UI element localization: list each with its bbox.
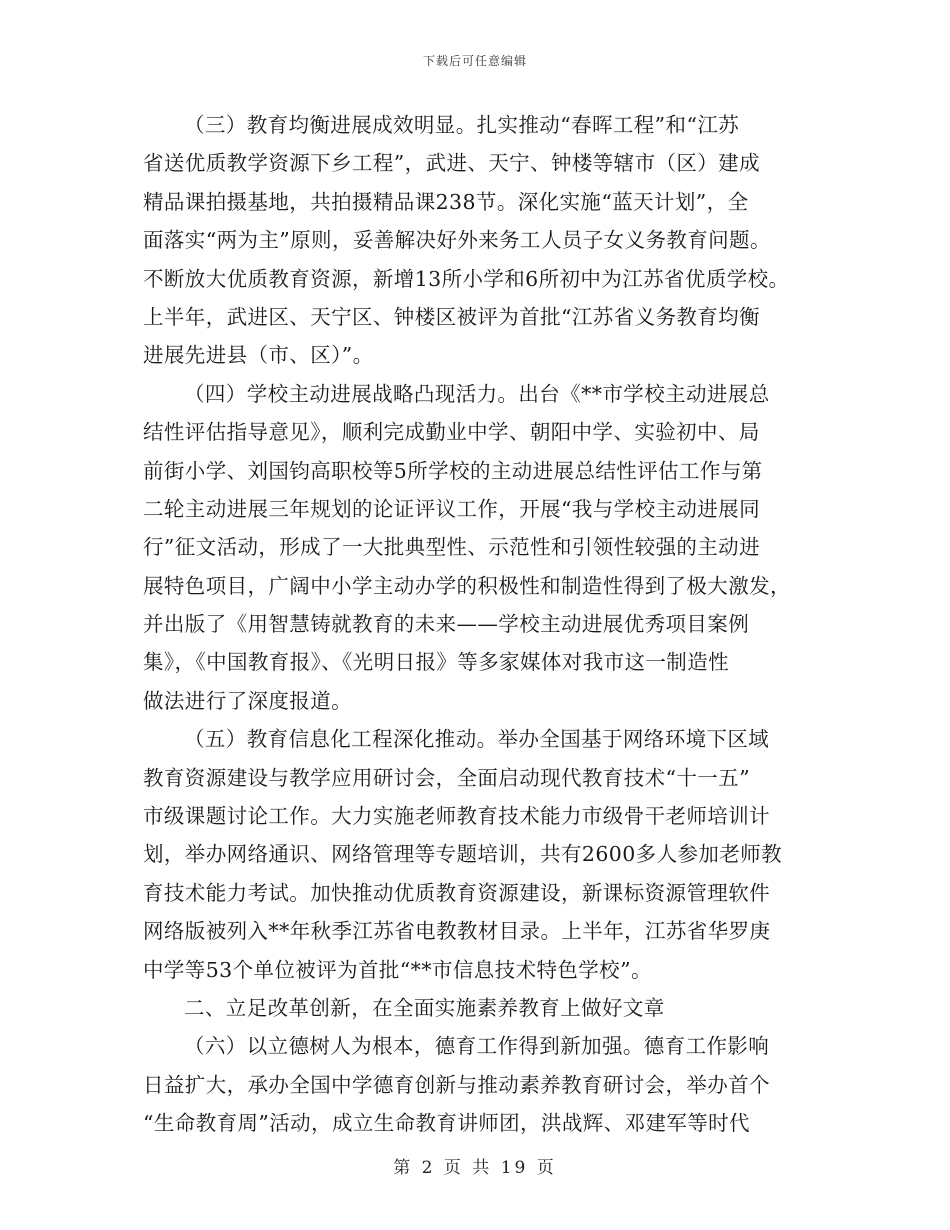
text-line: “生命教育周”活动，成立生命教育讲师团，洪战辉、邓建军等时代: [143, 1111, 750, 1136]
text-line: 行”征文活动，形成了一大批典型性、示范性和引领性较强的主动进: [143, 535, 760, 560]
text-line: 划，举办网络通识、网络管理等专题培训，共有2600多人参加老师教: [143, 842, 782, 867]
text-line: 精品课拍摄基地，共拍摄精品课238节。深化实施“蓝天计划”，全: [143, 189, 749, 214]
section-heading: 二、立足改革创新，在全面实施素养教育上做好文章: [184, 995, 665, 1020]
text-line: 进展先进县（市、区）”。: [143, 343, 374, 368]
text-line: 中学等53个单位被评为首批“**市信息技术特色学校”。: [143, 957, 652, 982]
text-line: （五）教育信息化工程深化推动。举办全国基于网络环境下区域: [184, 727, 770, 752]
text-line: 做法进行了深度报道。: [143, 688, 352, 713]
text-line: 省送优质教学资源下乡工程”，武进、天宁、钟楼等辖市（区）建成: [143, 151, 760, 176]
text-line: 并出版了《用智慧铸就教育的未来——学校主动进展优秀项目案例: [143, 612, 750, 637]
text-line: 日益扩大，承办全国中学德育创新与推动素养教育研讨会，举办首个: [143, 1072, 770, 1097]
text-line: 集》，《中国教育报》、《光明日报》等多家媒体对我市这一制造性: [143, 650, 729, 675]
text-line: （四）学校主动进展战略凸现活力。出台《**市学校主动进展总: [184, 381, 770, 406]
text-line: 展特色项目，广阔中小学主动办学的积极性和制造性得到了极大激发，: [143, 573, 791, 598]
text-line: （三）教育均衡进展成效明显。扎实推动“春晖工程”和“江苏: [184, 113, 740, 137]
text-line: 上半年，武进区、天宁区、钟楼区被评为首批“江苏省义务教育均衡: [143, 304, 760, 329]
text-line: 面落实“两为主”原则，妥善解决好外来务工人员子女义务教育问题。: [143, 228, 771, 253]
text-line: 育技术能力考试。加快推动优质教育资源建设，新课标资源管理软件: [143, 880, 770, 905]
page-footer: 第 2 页 共 19 页: [393, 1158, 557, 1178]
text-line: 不断放大优质教育资源，新增13所小学和6所初中为江苏省优质学校。: [143, 266, 790, 291]
text-line: 市级课题讨论工作。大力实施老师教育技术能力市级骨干老师培训计: [143, 804, 770, 829]
text-line: 结性评估指导意见》，顺利完成勤业中学、朝阳中学、实验初中、局: [143, 420, 760, 445]
text-line: 网络版被列入**年秋季江苏省电教教材目录。上半年，江苏省华罗庚: [143, 919, 771, 944]
document-body: [143, 106, 813, 1143]
text-line: 前街小学、刘国钧高职校等5所学校的主动进展总结性评估工作与第: [143, 458, 763, 483]
text-line: （六）以立德树人为根本，德育工作得到新加强。德育工作影响: [184, 1034, 770, 1059]
page-header: 下载后可任意编辑: [422, 54, 527, 68]
text-line: 教育资源建设与教学应用研讨会，全面启动现代教育技术“十一五”: [143, 765, 750, 790]
text-line: 二轮主动进展三年规划的论证评议工作，开展“我与学校主动进展同: [143, 496, 760, 521]
